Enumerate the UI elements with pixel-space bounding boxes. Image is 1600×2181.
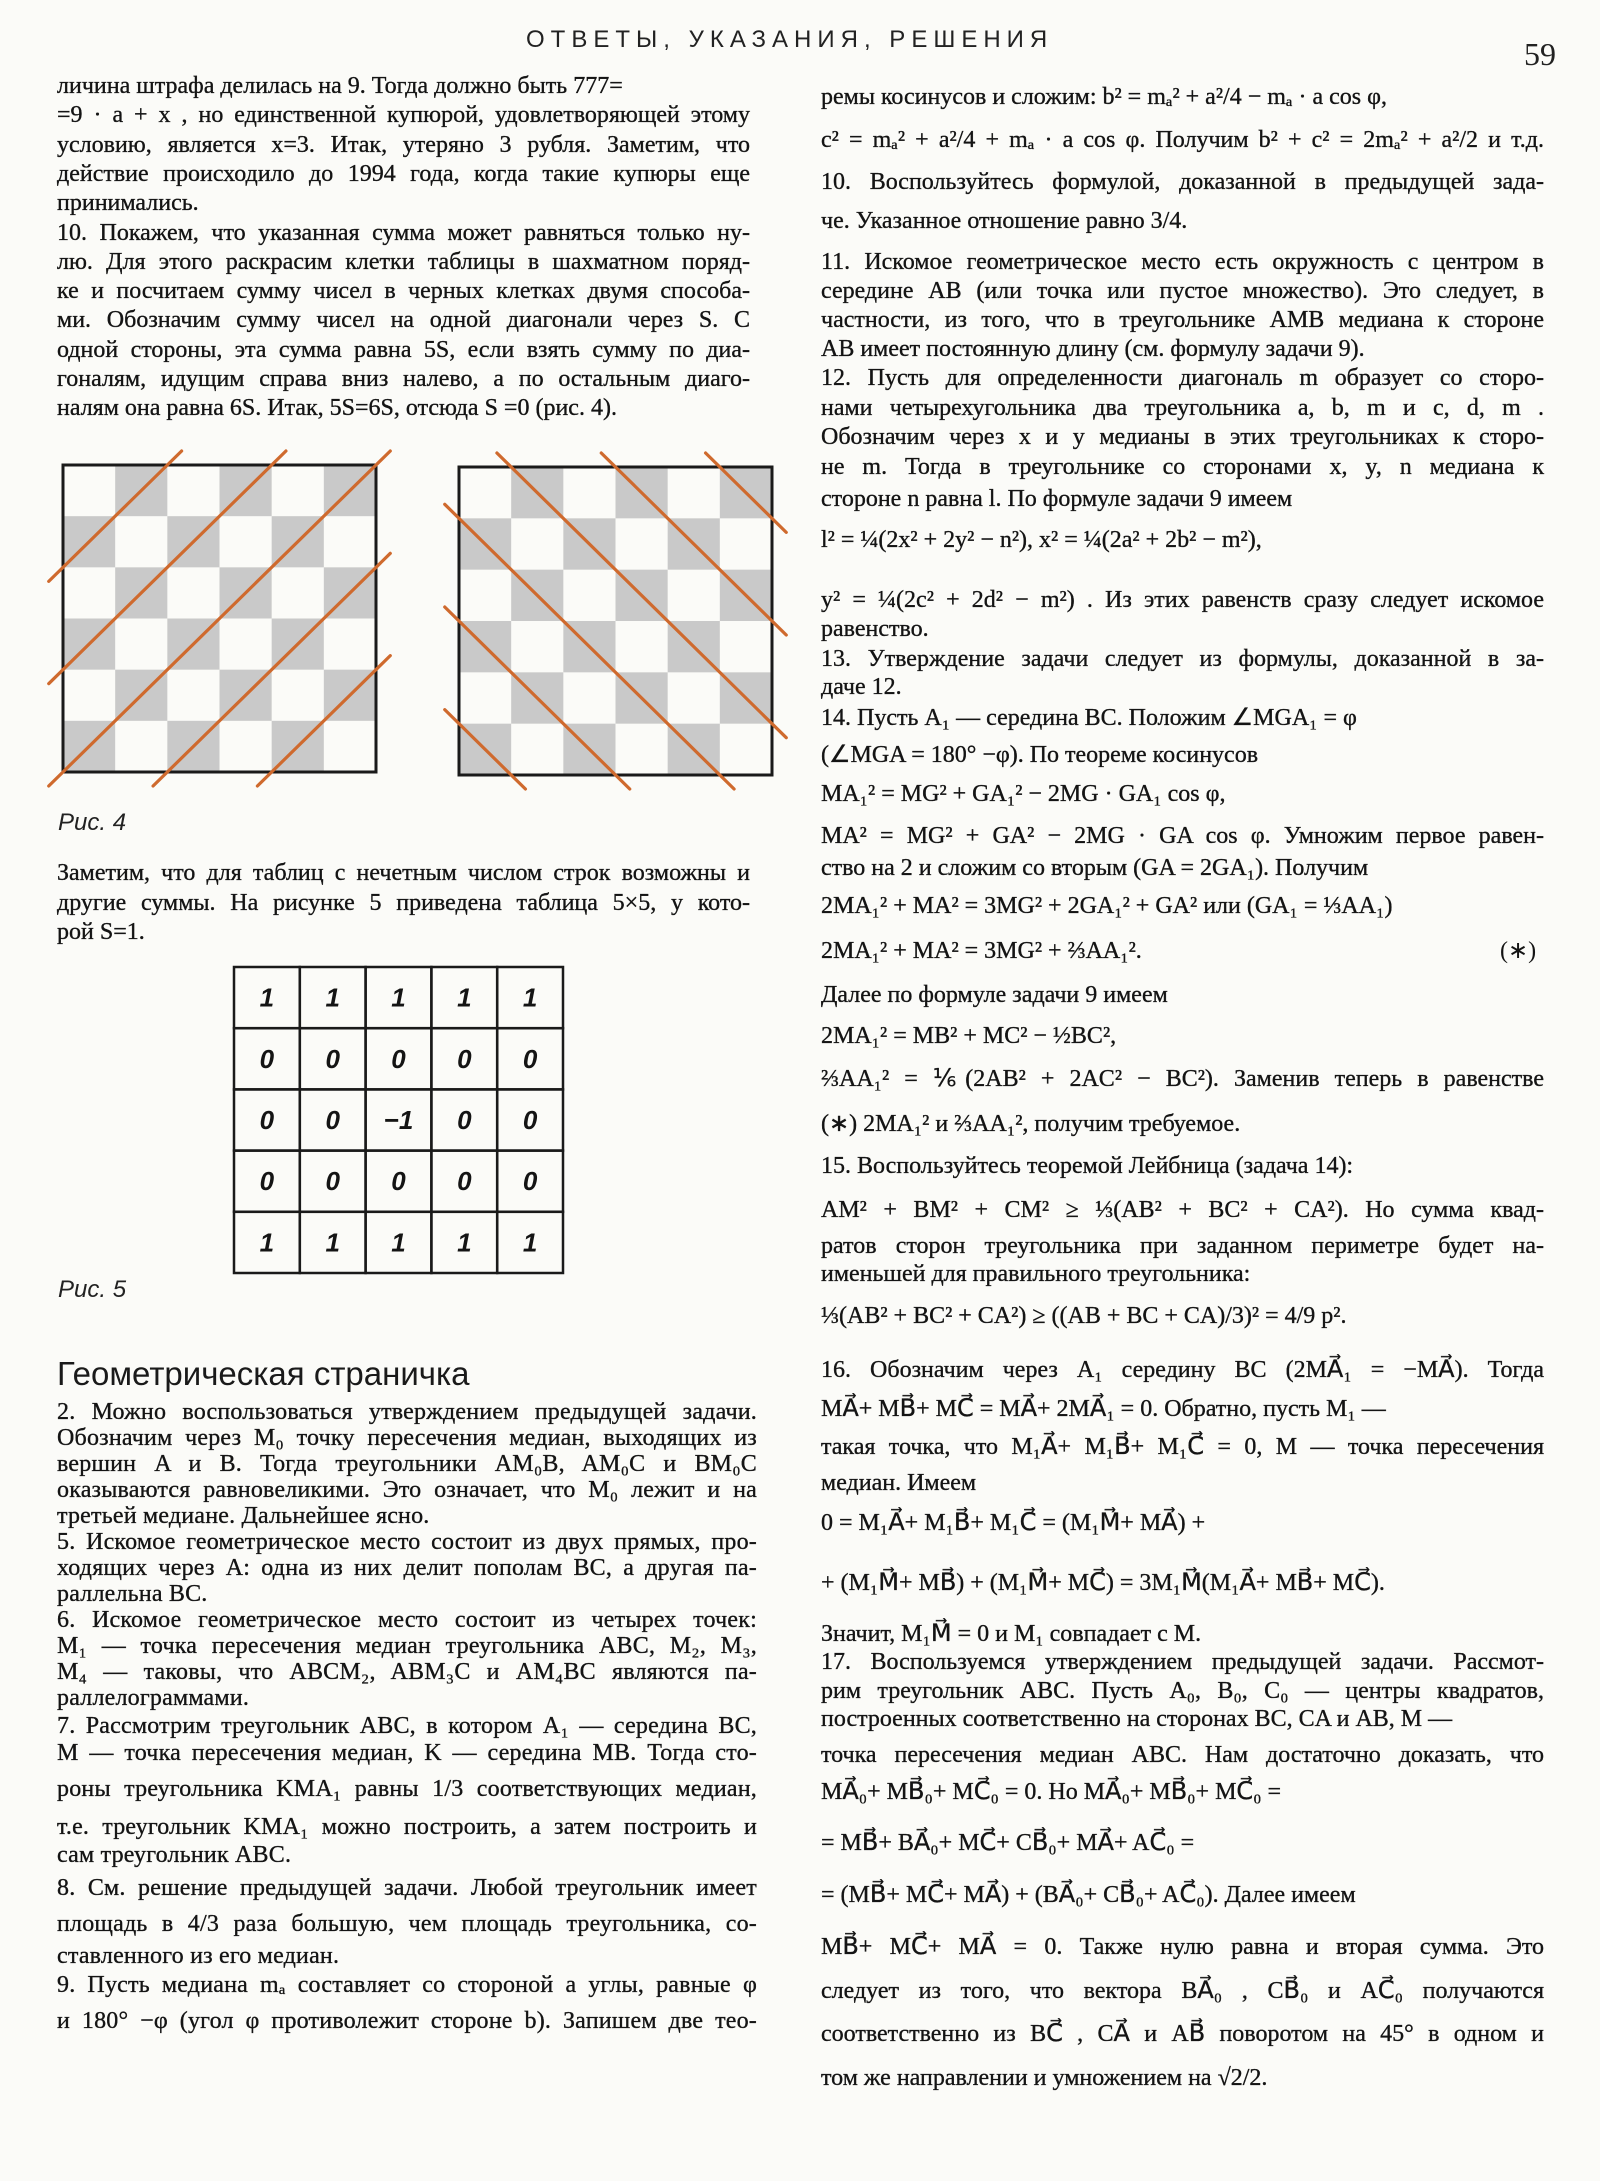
text-line: сам треугольник ABC. xyxy=(57,1842,292,1868)
text-line: ке и посчитаем сумму чисел в черных клетках двумя способа- xyxy=(57,278,750,305)
text-line: и 180° −φ (угол φ противолежит стороне b). Запишем две тео- xyxy=(57,2008,757,2034)
text-line: раллельна BC. xyxy=(57,1581,208,1607)
text-line: налям она равна 6S. Итак, 5S=6S, отсюда S =0 (рис. 4). xyxy=(57,395,617,422)
text-line: т.е. треугольник KMA₁ можно построить, а затем построить и xyxy=(57,1814,757,1840)
text-line: 10. Покажем, что указанная сумма может равняться только ну- xyxy=(57,219,750,246)
text-line: c² = mₐ² + a²/4 + mₐ · a cos φ. Получим b² + c² = 2mₐ² + a²/2 и т.д. xyxy=(821,127,1544,153)
table-cell-value: 1 xyxy=(522,982,538,1013)
table-cell-value: 0 xyxy=(325,1166,340,1197)
text-line: нами четырехугольника два треугольника a, b, m и c, d, m . xyxy=(821,395,1544,421)
text-line: частности, из того, что в треугольнике AMB медиана к стороне xyxy=(821,307,1544,333)
text-line: оказываются равновеликими. Это означает, что M₀ лежит и на xyxy=(57,1477,757,1503)
table-cell-value: 0 xyxy=(457,1166,472,1197)
text-line: 2MA₁² + MA² = 3MG² + 2GA₁² + GA² или (GA₁ = ⅓AA₁) xyxy=(821,893,1393,919)
text-line: именьшей для правильного треугольника: xyxy=(821,1261,1251,1287)
text-line: ⅔AA₁² = ⅙(2AB² + 2AC² − BC²). Заменив теперь в равенстве xyxy=(821,1066,1544,1092)
text-line: ходящих через A: одна из них делит пополам BC, а другая па- xyxy=(57,1555,757,1581)
text-line: AM² + BM² + CM² ≥ ⅓(AB² + BC² + CA²). Но сумма квад- xyxy=(821,1197,1544,1223)
section-title: Геометрическая страничка xyxy=(57,1355,470,1392)
text-line: MA₁² = MG² + GA₁² − 2MG · GA₁ cos φ, xyxy=(821,781,1226,807)
text-line: MB⃗+ MC⃗+ MA⃗ = 0. Также нулю равна и вторая сумма. Это xyxy=(821,1934,1544,1960)
text-line: 6. Искомое геометрическое место состоит из четырех точек: xyxy=(57,1607,757,1633)
text-line: ратов сторон треугольника при заданном периметре будет на- xyxy=(821,1233,1544,1259)
text-line: l² = ¼(2x² + 2y² − n²), x² = ¼(2a² + 2b² − m²), xyxy=(821,527,1262,553)
text-line: не m. Тогда в треугольнике со сторонами x, y, n медиана к xyxy=(821,454,1544,480)
text-line: вершин A и B. Тогда треугольники AM₀B, AM₀C и BM₀C xyxy=(57,1451,757,1477)
text-line: 11. Искомое геометрическое место есть окружность с центром в xyxy=(821,249,1544,275)
text-line: одной стороны, эта сумма равна 5S, если взять сумму по диа- xyxy=(57,336,750,363)
text-line: ремы косинусов и сложим: b² = mₐ² + a²/4 − mₐ · a cos φ, xyxy=(821,84,1387,110)
text-line: 2MA₁² = MB² + MC² − ½BC², xyxy=(821,1023,1117,1049)
figure-5-caption: Рис. 5 xyxy=(58,1276,127,1303)
text-line: M₄ — таковы, что ABCM₂, ABM₃C и AM₄BC являются па- xyxy=(57,1659,757,1685)
text-line: действие происходило до 1994 года, когда такие купюры еще xyxy=(57,160,750,187)
table-cell-value: 0 xyxy=(522,1043,538,1074)
text-line: даче 12. xyxy=(821,674,902,700)
text-line: гоналям, идущим справа вниз налево, а по остальным диаго- xyxy=(57,366,750,392)
text-line: роны треугольника KMA₁ равны 1/3 соответствующих медиан, xyxy=(57,1776,757,1802)
text-line: y² = ¼(2c² + 2d² − m²) . Из этих равенств сразу следует искомое xyxy=(821,587,1544,613)
text-line: =9 · a + x , но единственной купюрой, удовлетворяющей этому xyxy=(57,102,750,129)
text-line: 2. Можно воспользоваться утверждением предыдущей задачи. xyxy=(57,1399,757,1425)
text-line: = (MB⃗+ MC⃗+ MA⃗) + (BA⃗₀+ CB⃗₀+ AC⃗₀). Далее имеем xyxy=(821,1882,1356,1908)
text-line: 7. Рассмотрим треугольник ABC, в котором A₁ — середина BC, xyxy=(57,1713,757,1739)
text-line: 8. См. решение предыдущей задачи. Любой треугольник имеет xyxy=(57,1875,757,1901)
text-line: 13. Утверждение задачи следует из формулы, доказанной в за- xyxy=(821,646,1544,672)
text-line: стороне n равна l. По формуле задачи 9 имеем xyxy=(821,486,1293,512)
text-line: раллелограммами. xyxy=(57,1685,250,1711)
text-line: 14. Пусть A₁ — середина BC. Положим ∠MGA₁ = φ xyxy=(821,705,1357,731)
text-line: M₁ — точка пересечения медиан треугольника ABC, M₂, M₃, xyxy=(57,1633,757,1659)
text-line: 15. Воспользуйтесь теоремой Лейбница (задача 14): xyxy=(821,1153,1354,1179)
table-cell-value: 0 xyxy=(325,1043,340,1074)
text-line: MA⃗₀+ MB⃗₀+ MC⃗₀ = 0. Но MA⃗₀+ MB⃗₀+ MC⃗₀ = xyxy=(821,1779,1282,1805)
table-cell-value: 0 xyxy=(457,1043,472,1074)
table-cell-value: 0 xyxy=(522,1105,538,1135)
text-line: условию, является x=3. Итак, утеряно 3 рубля. Заметим, что xyxy=(57,131,750,158)
table-cell-value: 1 xyxy=(457,982,472,1013)
text-line: рой S=1. xyxy=(57,919,145,945)
text-line: ми. Обозначим сумму чисел на одной диагонали через S. С xyxy=(57,307,750,334)
table-cell-value: 1 xyxy=(391,1227,406,1258)
table-cell-value: 1 xyxy=(391,982,406,1013)
text-line: че. Указанное отношение равно 3/4. xyxy=(821,208,1188,234)
table-cell-value: 0 xyxy=(457,1105,472,1135)
text-line: 10. Воспользуйтесь формулой, доказанной в предыдущей зада- xyxy=(821,169,1544,195)
text-line: Значит, M₁M⃗ = 0 и M₁ совпадает с M. xyxy=(821,1621,1202,1647)
text-line: такая точка, что M₁A⃗+ M₁B⃗+ M₁C⃗ = 0, M — точка пересечения xyxy=(821,1434,1544,1460)
table-cell-value: 0 xyxy=(259,1166,275,1197)
text-line: лю. Для этого раскрасим клетки таблицы в шахматном поряд- xyxy=(57,248,750,275)
text-line: MA⃗+ MB⃗+ MC⃗ = MA⃗+ 2MA⃗₁ = 0. Обратно, пусть M₁ — xyxy=(821,1396,1386,1422)
text-line: следует из того, что вектора BA⃗₀ , CB⃗₀ и AC⃗₀ получаются xyxy=(821,1978,1544,2004)
equation-label: (∗) xyxy=(1500,938,1537,964)
text-line: соответственно из BC⃗ , CA⃗ и AB⃗ поворотом на 45° в одном и xyxy=(821,2021,1544,2047)
text-line: личина штрафа делилась на 9. Тогда должно быть 777= xyxy=(57,73,623,99)
text-line: ⅓(AB² + BC² + CA²) ≥ ((AB + BC + CA)/3)² = 4/9 p². xyxy=(821,1303,1347,1329)
table-cell-value: 0 xyxy=(391,1166,406,1197)
text-line: M — точка пересечения медиан, K — середина MB. Тогда сто- xyxy=(57,1740,757,1766)
table-cell-value: 0 xyxy=(325,1105,340,1135)
text-line: Далее по формуле задачи 9 имеем xyxy=(821,982,1168,1008)
table-cell-value: 1 xyxy=(259,1227,275,1258)
text-line: 16. Обозначим через A₁ середину BC (2MA⃗₁ = −MA⃗). Тогда xyxy=(821,1357,1544,1383)
text-line: AB имеет постоянную длину (см. формулу задачи 9). xyxy=(821,336,1365,362)
table-cell-value: 0 xyxy=(259,1105,275,1135)
text-line: 0 = M₁A⃗+ M₁B⃗+ M₁C⃗ = (M₁M⃗+ MA⃗) + xyxy=(821,1510,1206,1536)
page-number: 59 xyxy=(1524,36,1556,72)
table-cell-value: 0 xyxy=(522,1166,538,1197)
table-cell-value: 1 xyxy=(259,982,275,1013)
text-line: Заметим, что для таблиц с нечетным числом строк возможны и xyxy=(57,860,750,886)
text-line: 9. Пусть медиана mₐ составляет со стороной a углы, равные φ xyxy=(57,1972,757,1998)
text-line: рим треугольник ABC. Пусть A₀, B₀, C₀ — центры квадратов, xyxy=(821,1678,1544,1704)
text-line: середине AB (или точка или пустое множество). Это следует, в xyxy=(821,278,1544,304)
text-line: ставленного из его медиан. xyxy=(57,1943,340,1969)
text-line: точка пересечения медиан ABC. Нам достаточно доказать, что xyxy=(821,1742,1544,1768)
table-cell-value: 0 xyxy=(391,1043,406,1074)
table-cell-value: 1 xyxy=(325,982,340,1013)
text-line: том же направлении и умножением на √2/2. xyxy=(821,2065,1268,2091)
figure-4-caption: Рис. 4 xyxy=(58,809,127,836)
text-line: медиан. Имеем xyxy=(821,1470,977,1496)
running-header: ОТВЕТЫ, УКАЗАНИЯ, РЕШЕНИЯ xyxy=(526,26,1054,53)
text-line: построенных соответственно на сторонах BC, CA и AB, M — xyxy=(821,1706,1453,1732)
text-line: 5. Искомое геометрическое место состоит из двух прямых, про- xyxy=(57,1529,757,1555)
text-line: площадь в 4/3 раза большую, чем площадь треугольника, со- xyxy=(57,1911,757,1937)
text-line: + (M₁M⃗+ MB⃗) + (M₁M⃗+ MC⃗) = 3M₁M⃗(M₁A⃗+ MB⃗+ MC⃗). xyxy=(821,1570,1385,1596)
text-line: = MB⃗+ BA⃗₀+ MC⃗+ CB⃗₀+ MA⃗+ AC⃗₀ = xyxy=(821,1830,1195,1856)
text-line: третьей медиане. Дальнейшее ясно. xyxy=(57,1503,430,1529)
text-line: 12. Пусть для определенности диагональ m образует со сторо- xyxy=(821,365,1544,391)
text-line: Обозначим через M₀ точку пересечения медиан, выходящих из xyxy=(57,1425,757,1451)
text-line: 2MA₁² + MA² = 3MG² + ⅔AA₁². xyxy=(821,938,1142,964)
table-cell-value: 1 xyxy=(457,1227,472,1258)
text-line: (∠MGA = 180° −φ). По теореме косинусов xyxy=(821,742,1259,768)
text-line: равенство. xyxy=(821,616,929,642)
text-line: другие суммы. На рисунке 5 приведена таблица 5×5, у кото- xyxy=(57,889,750,916)
table-cell-value: 0 xyxy=(259,1043,275,1074)
text-line: принимались. xyxy=(57,190,199,217)
text-line: MA² = MG² + GA² − 2MG · GA cos φ. Умножим первое равен- xyxy=(821,823,1544,849)
table-cell-value: 1 xyxy=(522,1227,538,1258)
table-cell-value: −1 xyxy=(383,1105,414,1135)
text-line: ство на 2 и сложим со вторым (GA = 2GA₁). Получим xyxy=(821,855,1369,881)
table-cell-value: 1 xyxy=(325,1227,340,1258)
text-line: (∗) 2MA₁² и ⅔AA₁², получим требуемое. xyxy=(821,1111,1241,1137)
text-line: 17. Воспользуемся утверждением предыдущей задачи. Рассмот- xyxy=(821,1649,1544,1675)
text-line: Обозначим через x и y медианы в этих треугольниках к сторо- xyxy=(821,424,1544,450)
